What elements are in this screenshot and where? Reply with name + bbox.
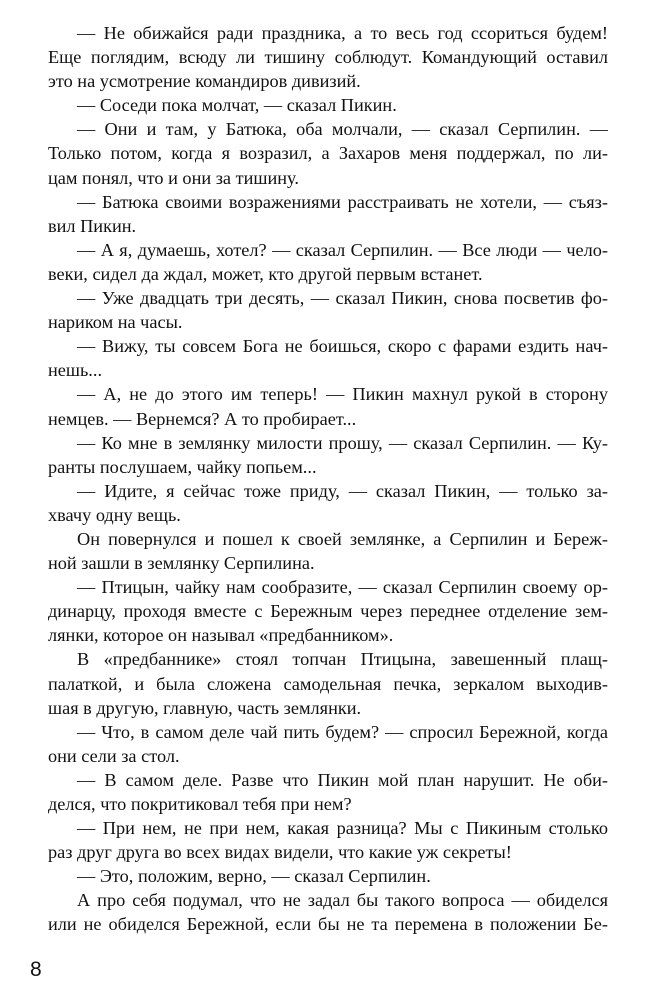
- text-line: вил Пикин.: [48, 215, 137, 236]
- paragraph: [48, 816, 608, 864]
- text-line: — А я, думаешь, хотел? — сказал Серпилин. — Все люди — чело-: [77, 239, 608, 260]
- text-line: лянки, которое он называл «предбанником».: [48, 625, 394, 646]
- paragraph: [48, 286, 608, 334]
- paragraph: [48, 527, 608, 575]
- paragraph: [48, 888, 608, 936]
- paragraph: [48, 21, 608, 93]
- text-line: Только потом, когда я возразил, а Захаров меня поддержал, по ли-: [48, 143, 608, 164]
- text-line: цам понял, что и они за тишину.: [48, 167, 299, 188]
- paragraph: [48, 382, 608, 430]
- paragraph: [48, 864, 608, 888]
- text-line: — Что, в самом деле чай пить будем? — спросил Бережной, когда: [77, 721, 608, 742]
- text-line: Он повернулся и пошел к своей землянке, а Серпилин и Береж-: [77, 528, 608, 549]
- text-line: палаткой, и была сложена самодельная печка, зеркалом выходив-: [48, 673, 608, 694]
- paragraph: [48, 768, 608, 816]
- paragraph: [48, 334, 608, 382]
- paragraph: [48, 479, 608, 527]
- paragraph: [48, 647, 608, 719]
- text-line: динарцу, проходя вместе с Бережным через переднее отделение зем-: [48, 601, 608, 622]
- text-line: шая в другую, главную, часть землянки.: [48, 697, 362, 718]
- paragraph: [48, 575, 608, 647]
- text-block: [48, 21, 608, 937]
- text-line: они сели за стол.: [48, 745, 180, 766]
- text-line: — Это, положим, верно, — сказал Серпилин.: [77, 866, 431, 887]
- text-line: веки, сидел да ждал, может, кто другой первым встанет.: [48, 263, 483, 284]
- text-line: — Вижу, ты совсем Бога не боишься, скоро с фарами ездить нач-: [77, 336, 608, 357]
- text-line: — Соседи пока молчат, — сказал Пикин.: [77, 95, 397, 116]
- text-line: — Уже двадцать три десять, — сказал Пикин, снова посветив фо-: [77, 288, 608, 309]
- paragraph: [48, 431, 608, 479]
- text-line: это на усмотрение командиров дивизий.: [48, 71, 361, 92]
- paragraph: [48, 117, 608, 189]
- text-line: нариком на часы.: [48, 312, 183, 333]
- page-number: 8: [30, 958, 42, 981]
- text-line: нешь...: [48, 360, 103, 381]
- text-line: — Птицын, чайку нам сообразите, — сказал Серпилин своему ор-: [77, 577, 608, 598]
- text-line: — Они и там, у Батюка, оба молчали, — сказал Серпилин. —: [77, 119, 608, 140]
- text-line: — Идите, я сейчас тоже приду, — сказал Пикин, — только за-: [77, 480, 608, 501]
- text-line: — Батюка своими возражениями расстраивать не хотели, — съяз-: [77, 191, 608, 212]
- text-line: А про себя подумал, что не задал бы такого вопроса — обиделся: [77, 890, 608, 911]
- text-line: — Не обижайся ради праздника, а то весь год ссориться будем!: [77, 23, 608, 43]
- text-line: или не обиделся Бережной, если бы не та перемена в положении Бе-: [48, 914, 608, 935]
- paragraph: [48, 238, 608, 286]
- text-line: — А, не до этого им теперь! — Пикин махнул рукой в сторону: [77, 384, 608, 405]
- text-line: — При нем, не при нем, какая разница? Мы с Пикиным столько: [77, 818, 608, 839]
- text-line: делся, что покритиковал тебя при нем?: [48, 794, 352, 814]
- text-line: ранты послушаем, чайку попьем...: [48, 456, 317, 477]
- text-line: ной зашли в землянку Серпилина.: [48, 553, 315, 574]
- text-line: раз друг друга во всех видах видели, что какие уж секреты!: [48, 842, 512, 863]
- text-line: В «предбаннике» стоял топчан Птицына, завешенный плащ-: [77, 649, 608, 670]
- text-line: Еще поглядим, всюду ли тишину соблюдут. Командующий оставил: [48, 47, 608, 68]
- paragraph: [48, 190, 608, 238]
- text-line: — Ко мне в землянку милости прошу, — сказал Серпилин. — Ку-: [77, 432, 608, 453]
- paragraph: [48, 93, 608, 117]
- text-line: — В самом деле. Разве что Пикин мой план нарушит. Не оби-: [77, 769, 608, 790]
- paragraph: [48, 720, 608, 768]
- text-line: немцев. — Вернемся? А то пробирает...: [48, 408, 357, 429]
- text-line: хвачу одну вещь.: [48, 504, 181, 525]
